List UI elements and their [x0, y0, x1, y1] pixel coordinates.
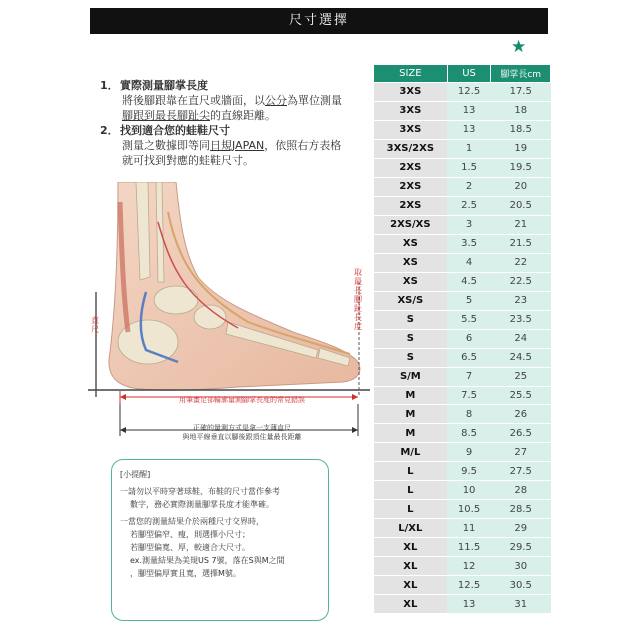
size-cell: L [374, 500, 448, 519]
table-row [374, 557, 551, 576]
size-cell: XL [374, 538, 448, 557]
reminder-item-2-line2: 若腳型偏窄、瘦，則選擇小尺寸； [130, 530, 250, 539]
table-row [374, 519, 551, 538]
reminder-box [111, 459, 329, 621]
cm-cell: 30 [491, 557, 551, 576]
us-cell: 12 [447, 557, 491, 576]
us-cell: 6.5 [447, 348, 491, 367]
reminder-item-1-line1: 一請勿以平時穿著球鞋、布鞋的尺寸當作參考 [120, 487, 280, 496]
table-header-row [374, 65, 551, 83]
cm-cell: 25 [491, 367, 551, 386]
table-row [374, 386, 551, 405]
size-cell: XS [374, 234, 448, 253]
correct-note-line1: 正確的量測方式是拿一支薄直尺 [193, 424, 291, 432]
us-cell: 4.5 [447, 272, 491, 291]
cm-cell: 21 [491, 215, 551, 234]
step-2-line1-end: ，依照右方表格 [264, 139, 342, 152]
cm-cell: 28.5 [491, 500, 551, 519]
size-cell: L [374, 481, 448, 500]
table-row [374, 83, 551, 102]
us-cell: 2 [447, 177, 491, 196]
us-cell: 9 [447, 443, 491, 462]
us-cell: 13 [447, 595, 491, 614]
size-cell: S/M [374, 367, 448, 386]
size-cell: M [374, 405, 448, 424]
us-cell: 8 [447, 405, 491, 424]
cm-cell: 18.5 [491, 120, 551, 139]
cm-cell: 24.5 [491, 348, 551, 367]
step-1-title: 實際測量腳掌長度 [120, 79, 208, 92]
us-cell: 3 [447, 215, 491, 234]
table-row [374, 272, 551, 291]
table-row [374, 310, 551, 329]
step-2-number: 2． [100, 124, 119, 137]
us-cell: 12.5 [447, 576, 491, 595]
us-cell: 9.5 [447, 462, 491, 481]
cm-cell: 18 [491, 101, 551, 120]
size-cell: M [374, 386, 448, 405]
step-1-distance: 腳跟到最長腳趾尖 [122, 109, 210, 122]
us-cell: 3.5 [447, 234, 491, 253]
table-row [374, 462, 551, 481]
us-cell: 5.5 [447, 310, 491, 329]
step-1-number: 1． [100, 79, 119, 92]
step-1-line2-end: 的直線距離。 [210, 109, 276, 122]
table-row [374, 253, 551, 272]
size-cell: 3XS [374, 83, 448, 102]
step-2-line1: 測量之數據即等同 [122, 139, 210, 152]
size-cell: XL [374, 576, 448, 595]
table-row [374, 329, 551, 348]
table-row [374, 367, 551, 386]
column-header-cm: 腳掌長cm [491, 65, 551, 83]
step-1-heading [100, 78, 372, 93]
step-2-title: 找到適合您的蛙鞋尺寸 [120, 124, 230, 137]
size-cell: S [374, 348, 448, 367]
size-cell: 3XS [374, 120, 448, 139]
table-row [374, 576, 551, 595]
cm-cell: 24 [491, 329, 551, 348]
cm-cell: 19.5 [491, 158, 551, 177]
us-cell: 11 [447, 519, 491, 538]
size-cell: M/L [374, 443, 448, 462]
page-title: 尺寸選擇 [90, 8, 548, 34]
cm-cell: 20.5 [491, 196, 551, 215]
column-header-size: SIZE [374, 65, 448, 83]
us-cell: 7 [447, 367, 491, 386]
step-1-text [100, 93, 372, 123]
cm-cell: 29 [491, 519, 551, 538]
table-row [374, 405, 551, 424]
table-row [374, 158, 551, 177]
ruler-label: 直尺 [91, 316, 99, 334]
cm-cell: 27 [491, 443, 551, 462]
cm-cell: 25.5 [491, 386, 551, 405]
reminder-item-2-line3: 若腳型偏寬、厚，較適合大尺寸。 [130, 543, 250, 552]
us-cell: 13 [447, 120, 491, 139]
us-cell: 7.5 [447, 386, 491, 405]
table-row [374, 177, 551, 196]
step-1-unit: 公分 [265, 94, 287, 107]
size-cell: 2XS [374, 196, 448, 215]
cm-cell: 20 [491, 177, 551, 196]
table-row [374, 139, 551, 158]
table-row [374, 120, 551, 139]
step-1-line1: 將後腳跟靠在直尺或牆面，以 [122, 94, 265, 107]
size-cell: XL [374, 557, 448, 576]
cm-cell: 26.5 [491, 424, 551, 443]
wrong-method-note: 用筆畫足部輪廓量測腳掌長度的常見錯誤 [179, 396, 305, 404]
size-cell: XL [374, 595, 448, 614]
table-row [374, 215, 551, 234]
us-cell: 4 [447, 253, 491, 272]
size-cell: XS [374, 253, 448, 272]
cm-cell: 23.5 [491, 310, 551, 329]
table-row [374, 595, 551, 614]
us-cell: 2.5 [447, 196, 491, 215]
reminder-item-1-line2: 數字，務必實際測量腳掌長度才能準確。 [130, 500, 274, 509]
table-row [374, 481, 551, 500]
cm-cell: 30.5 [491, 576, 551, 595]
cm-cell: 31 [491, 595, 551, 614]
cm-cell: 29.5 [491, 538, 551, 557]
size-cell: S [374, 310, 448, 329]
cm-cell: 27.5 [491, 462, 551, 481]
size-cell: L [374, 462, 448, 481]
star-icon: ★ [511, 37, 527, 57]
correct-note-line2: 與地平線垂直以腳後跟頂住量最長距離 [182, 433, 302, 441]
us-cell: 12.5 [447, 83, 491, 102]
size-cell: S [374, 329, 448, 348]
reminder-title: [小提醒] [120, 470, 151, 479]
step-2-line2: 就可找到對應的蛙鞋尺寸。 [122, 154, 254, 167]
cm-cell: 19 [491, 139, 551, 158]
size-cell: L/XL [374, 519, 448, 538]
table-row [374, 500, 551, 519]
cm-cell: 17.5 [491, 83, 551, 102]
size-cell: 2XS/XS [374, 215, 448, 234]
table-row [374, 101, 551, 120]
us-cell: 13 [447, 101, 491, 120]
column-header-us: US [447, 65, 491, 83]
step-2-text [100, 138, 372, 168]
longest-toe-label: 取最長腳趾長度 [354, 268, 362, 331]
size-cell: M [374, 424, 448, 443]
size-cell: 3XS [374, 101, 448, 120]
us-cell: 1.5 [447, 158, 491, 177]
size-cell: XS/S [374, 291, 448, 310]
us-cell: 10 [447, 481, 491, 500]
size-cell: XS [374, 272, 448, 291]
step-2-japan: 日規JAPAN [210, 139, 265, 152]
cm-cell: 26 [491, 405, 551, 424]
table-row [374, 443, 551, 462]
reminder-item-2-line5: ，腳型偏厚實且寬，選擇M號。 [130, 569, 241, 578]
instructions [100, 78, 372, 168]
reminder-item-2-line4: ex.測量結果為美規US 7號，落在S與M之間 [130, 556, 285, 565]
correct-method-note [120, 424, 364, 442]
size-chart-table [373, 64, 551, 614]
cm-cell: 23 [491, 291, 551, 310]
us-cell: 11.5 [447, 538, 491, 557]
reminder-item-2-line1: 一當您的測量結果介於兩種尺寸交界時， [120, 517, 264, 526]
us-cell: 5 [447, 291, 491, 310]
size-cell: 2XS [374, 177, 448, 196]
size-cell: 2XS [374, 158, 448, 177]
table-body [374, 83, 551, 614]
cm-cell: 28 [491, 481, 551, 500]
us-cell: 6 [447, 329, 491, 348]
cm-cell: 21.5 [491, 234, 551, 253]
cm-cell: 22.5 [491, 272, 551, 291]
us-cell: 1 [447, 139, 491, 158]
us-cell: 8.5 [447, 424, 491, 443]
table-row [374, 196, 551, 215]
table-row [374, 234, 551, 253]
step-2-heading [100, 123, 372, 138]
talus-bone [154, 286, 198, 314]
step-1-line1-end: 為單位測量 [287, 94, 342, 107]
cm-cell: 22 [491, 253, 551, 272]
us-cell: 10.5 [447, 500, 491, 519]
table-row [374, 291, 551, 310]
table-row [374, 348, 551, 367]
reminder-item-2 [120, 515, 320, 580]
table-row [374, 538, 551, 557]
table-row [374, 424, 551, 443]
size-cell: 3XS/2XS [374, 139, 448, 158]
reminder-item-1 [120, 485, 320, 511]
